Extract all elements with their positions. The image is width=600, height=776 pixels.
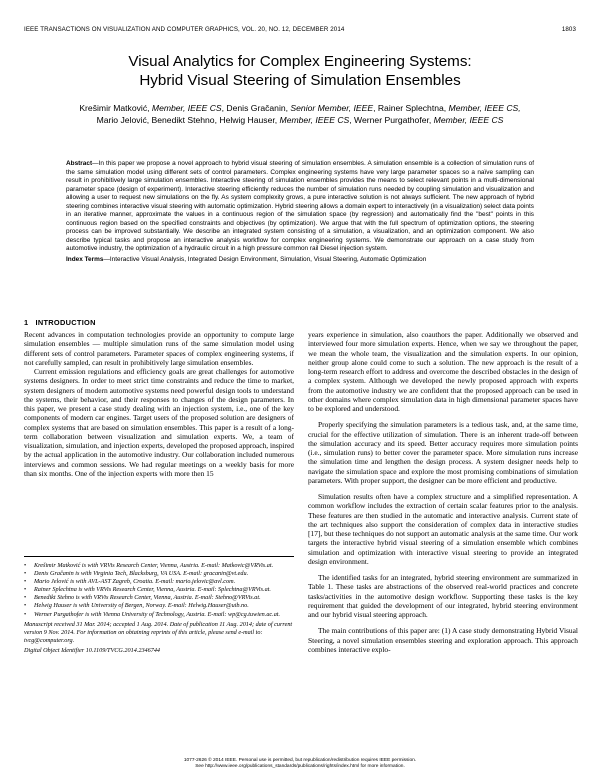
intro-paragraph-4: Properly specifying the simulation parameters is a tedious task, and, at the same time, crucial for the effective utilization of simulation. There is an inherent trade-off between the simulation accuracy and its speed. Better accuracy requires more simulation points (i.e., simulation runs) to better cover the parameter space. More simulation runs increase the simulation time and lengthen the design process. A system designer needs help to navigate the simulation space and explore the most promising combinations of simulation parameters. With proper support, the designer can be more efficient and productive.	[308, 420, 578, 485]
footnote-item: • Krešimir Matković is with VRVis Research Center, Vienna, Austria. E-mail: Matkovic@VRVis.at.	[24, 562, 274, 569]
abstract	[66, 160, 534, 265]
footnote-item: • Denis Gračanin is with Virginia Tech, Blacksburg, VA USA. E-mail: gracanin@vt.edu.	[24, 570, 249, 578]
affiliation-list	[24, 562, 294, 619]
intro-paragraph-3: years experience in simulation, also coauthors the paper. Additionally we observed and interviewed four more simulation experts. Hence, when we say we throughout the paper, we mean the whole team, the visualization and the simulation experts. In our opinion, neither group alone could come to such a solution. The new approach is the result of a long-term research effort to address and overcome the described obstacles in the design of a complex system. Although we developed the newly proposed approach with experts from the automotive industry we are confident that the proposed approach can be used in other domains where complex simulation data in high dimensional parameter spaces have to be explored and understood.	[308, 330, 578, 413]
journal-header: IEEE TRANSACTIONS ON VISUALIZATION AND COMPUTER GRAPHICS, VOL. 20, NO. 12, DECEMBER 2014	[24, 25, 345, 33]
section-title: INTRODUCTION	[35, 318, 96, 327]
intro-paragraph-1: Recent advances in computation technologies provide an opportunity to compute large simulation ensembles — multiple simulation runs of the same simulation model using different sets of control parameters. Parameter spaces of complex engineering systems, if not carefully sampled, can result in prohibitively large simulation ensembles.	[24, 330, 294, 367]
title-line-2: Hybrid Visual Steering of Simulation Ensembles	[139, 72, 461, 89]
manuscript-note: Manuscript received 31 Mar. 2014; accepted 1 Aug. 2014. Date of publication 11 Aug. 2014; date of current version 9 Nov. 2014. For information on obtaining reprints of this article, please send e-mail to: tvcg@computer.org.	[24, 620, 293, 644]
footnote-item: • Werner Purgathofer is with Vienna University of Technology, Austria. E-mail: wp@cg.tuwien.ac.at.	[24, 610, 281, 618]
page-number: 1803	[561, 25, 576, 33]
title-block	[24, 52, 576, 126]
copyright-line-2: See http://www.ieee.org/publications_standards/publications/rights/index.html for more information.	[195, 764, 405, 769]
right-column	[308, 330, 578, 654]
running-header	[24, 24, 576, 34]
footnote-item: • Helwig Hauser is with University of Bergen, Norway. E-mail: Helwig.Hauser@uib.no.	[24, 602, 249, 610]
copyright-notice	[24, 758, 576, 770]
author-list	[24, 102, 576, 126]
section-number: 1	[24, 318, 29, 327]
index-terms-text: —Interactive Visual Analysis, Integrated Design Environment, Simulation, Visual Steering, Automatic Optimization	[103, 256, 427, 264]
index-terms	[66, 256, 534, 265]
footnote-item: • Mario Jelović is with AVL-AST Zagreb, Croatia. E-mail: mario.jelovic@avl.com.	[24, 578, 236, 586]
author-line-1: Krešimir Matković, Member, IEEE CS, Denis Gračanin, Senior Member, IEEE, Rainer Splechtna, Member, IEEE CS,	[79, 103, 521, 113]
footnote-divider	[24, 556, 294, 557]
footnotes	[24, 562, 294, 655]
footnote-item: • Rainer Splechtna is with VRVis Research Center, Vienna, Austria. E-mail: Splechtna@VRVis.at.	[24, 586, 271, 594]
index-terms-label: Index Terms	[66, 256, 104, 264]
intro-paragraph-6: The identified tasks for an integrated, hybrid steering environment are summarized in Table 1. These tasks are abstractions of the observed real-world practices and concrete tasks/activities in the automotive design workflow. Supporting these tasks is the key requirement that guided the development of our integrated, hybrid steering environment and our hybrid visual steering approach.	[308, 573, 578, 619]
abstract-label: Abstract	[66, 160, 93, 167]
section-heading	[24, 318, 294, 327]
abstract-text: —In this paper we propose a novel approach to hybrid visual steering of simulation ensembles. A simulation ensemble is a collection of simulation runs of the same simulation model using different sets of control parameters. Complex engineering systems have very large parameter spaces so a naïve sampling can result in prohibitively large simulation ensembles. Interactive steering of simulation ensembles provides the means to select relevant points in a multi-dimensional parameter space (design of experiment). Interactive steering efficiently reduces the number of simulation runs needed by coupling simulation and visualization and allowing a user to request new simulations on the fly. As system complexity grows, a pure interactive solution is not always sufficient. The new approach of hybrid steering combines interactive visual steering with automatic optimization. Hybrid steering allows a domain expert to interactively (in a visualization) select data points in an iterative manner, approximate the values in a continuous region of the simulation space (by regression) and automatically find the "best" points in this continuous region based on the specified constraints and objectives (by optimization). We argue that with the full spectrum of optimization options, the steering process can be improved substantially. We describe an integrated system consisting of a simulation, a visualization, and an optimization component. We also describe typical tasks and propose an interactive analysis workflow for complex engineering systems. We demonstrate our approach on a case study from automotive industry, the optimization of a hydraulic circuit in a high pressure common rail Diesel injection system.	[66, 160, 535, 253]
abstract-paragraph	[66, 160, 534, 254]
author-line-2: Mario Jelović, Benedikt Stehno, Helwig Hauser, Member, IEEE CS, Werner Purgathofer, Member, IEEE CS	[96, 115, 504, 125]
intro-paragraph-7: The main contributions of this paper are: (1) A case study demonstrating Hybrid Visual Steering, a novel simulation ensembles steering and exploration approach. This approach combines interactive explo-	[308, 626, 578, 654]
intro-paragraph-5: Simulation results often have a complex structure and a simplified representation. A common workflow includes the extraction of certain scalar features prior to the analysis. These features are then studied in the automatic and interactive analysis. Current state of the art techniques also support the consideration of complex data in interactive studies [17], but these techniques do not support an automatic analysis at the same time. Our work targets the interactive hybrid visual steering of a simulation ensemble which combines simulation and optimization with interactive visual steering to provide an integrated design environment.	[308, 492, 578, 566]
paper-title	[24, 52, 576, 90]
left-column	[24, 330, 294, 478]
intro-paragraph-2: Current emission regulations and efficiency goals are great challenges for automotive systems designers. In order to meet strict time constraints and reduce the time to market, system designers of modern automotive systems need powerful design tools to understand the systems, their behavior, and their responses to changes of the design parameters. In this paper, we present a case study dealing with an injection system, i.e., one of the key components of modern car engines. Target users of the proposed solution are designers of complex systems that are based on simulation ensembles. This paper is a result of a long-term collaboration between visualization and simulation experts. We, a team of visualization, simulation, and injection experts, developed the proposed approach, inspired by the actual application in the automotive industry. Our collaboration included numerous interviews and common sessions. We had regular meetings on a weekly basis for more than six months. One of the injection experts with more then 15	[24, 367, 294, 478]
title-line-1: Visual Analytics for Complex Engineering Systems:	[128, 53, 472, 70]
doi-note: Digital Object Identifier 10.1109/TVCG.2014.2346744	[24, 646, 161, 654]
copyright-line-1: 1077-2626 © 2014 IEEE. Personal use is permitted, but republication/redistribution requires IEEE permission.	[183, 758, 417, 763]
footnote-item: • Benedikt Stehno is with VRVis Research Center, Vienna, Austria. E-mail: Stehno@VRVis.at.	[24, 594, 261, 602]
